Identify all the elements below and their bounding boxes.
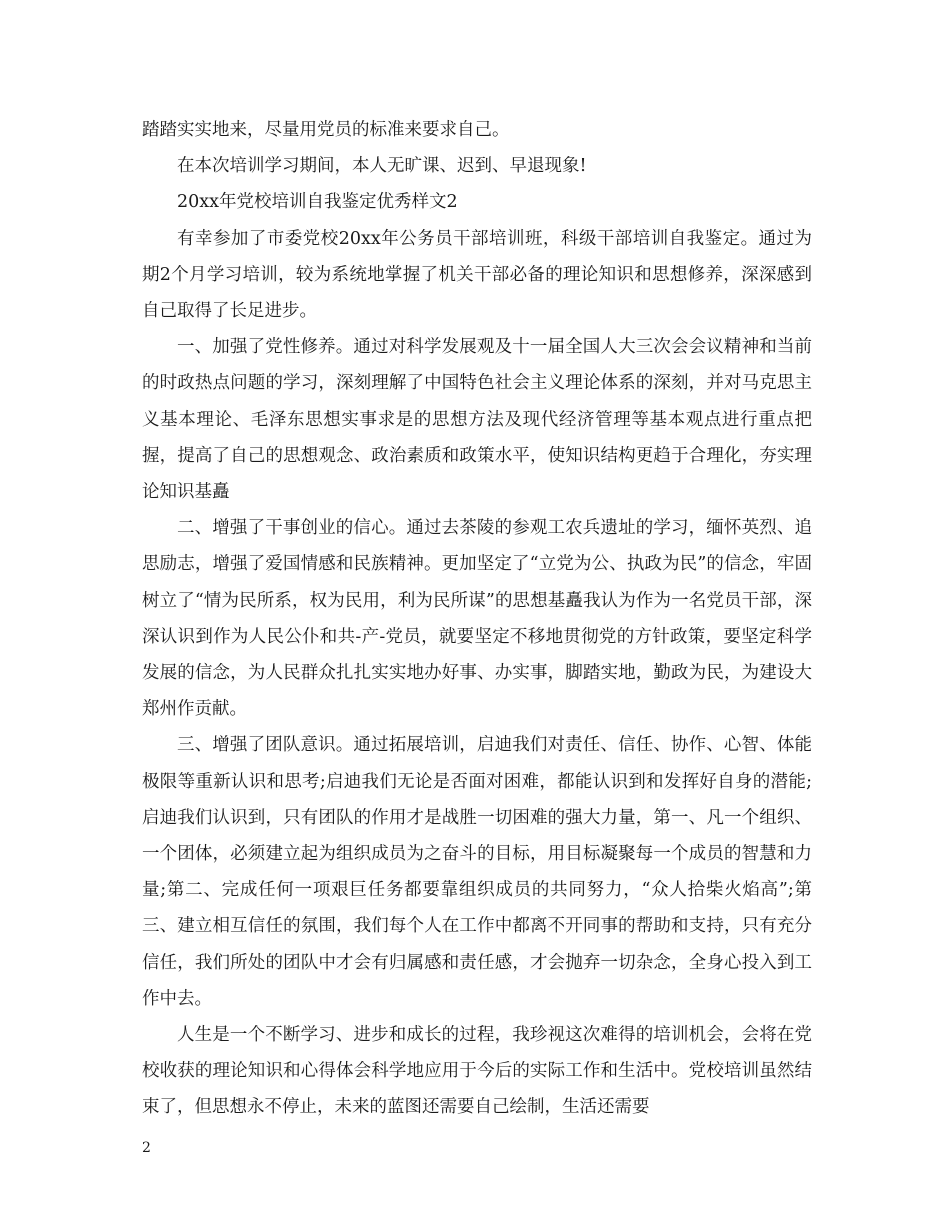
paragraph-2: 在本次培训学习期间，本人无旷课、迟到、早退现象! xyxy=(177,156,587,177)
paragraph-point-1: 一、加强了党性修养。通过对科学发展观及十一届全国人大三次会会议精神和当前的时政热点问题的学习，深刻理解了中国特色社会主义理论体系的深刻，并对马克思主义基本理论、毛泽东思想实事求是的思想方法及现代经济管理等基本观点进行重点把握，提高了自己的思想观念、政治素质和政策水平，使知识结构更趋于合理化，夯实理论知识基矗 xyxy=(142,337,812,503)
document-body xyxy=(142,112,812,1126)
paragraph-1: 踏踏实实地来，尽量用党员的标准来要求自己。 xyxy=(142,120,510,140)
paragraph-point-2: 二、增强了干事创业的信心。通过去茶陵的参观工农兵遗址的学习，缅怀英烈、追思励志，增强了爱国情感和民族精神。更加坚定了“立党为公、执政为民”的信念，牢固树立了“情为民所系，权为民用，利为民所谋”的思想基矗我认为作为一名党员干部，深深认识到作为人民公仆和共-产-党员，就要坚定不移地贯彻党的方针政策，要坚定科学发展的信念，为人民群众扎扎实实地办好事、办实事，脚踏实地，勤政为民，为建设大郑州作贡献。 xyxy=(142,518,812,720)
paragraph-point-3: 三、增强了团队意识。通过拓展培训，启迪我们对责任、信任、协作、心智、体能极限等重新认识和思考;启迪我们无论是否面对困难，都能认识到和发挥好自身的潜能;启迪我们认识到，只有团队的作用才是战胜一切困难的强大力量，第一、凡一个组织、一个团体，必须建立起为组织成员为之奋斗的目标，用目标凝聚每一个成员的智慧和力量;第二、完成任何一项艰巨任务都要靠组织成员的共同努力，“众人拾柴火焰高”;第三、建立相互信任的氛围，我们每个人在工作中都离不开同事的帮助和支持，只有充分信任，我们所处的团队中才会有归属感和责任感，才会抛弃一切杂念，全身心投入到工作中去。 xyxy=(142,735,812,1009)
section-heading: 20xx年党校培训自我鉴定优秀样文2 xyxy=(177,192,458,213)
page-number: 2 xyxy=(142,1140,151,1156)
paragraph-conclusion: 人生是一个不断学习、进步和成长的过程，我珍视这次难得的培训机会，会将在党校收获的理论知识和心得体会科学地应用于今后的实际工作和生活中。党校培训虽然结束了，但思想永不停止，未来的蓝图还需要自己绘制，生活还需要 xyxy=(142,1025,812,1118)
paragraph-intro: 有幸参加了市委党校20xx年公务员干部培训班，科级干部培训自我鉴定。通过为期2个月学习培训，较为系统地掌握了机关干部必备的理论知识和思想修养，深深感到自己取得了长足进步。 xyxy=(142,228,812,322)
